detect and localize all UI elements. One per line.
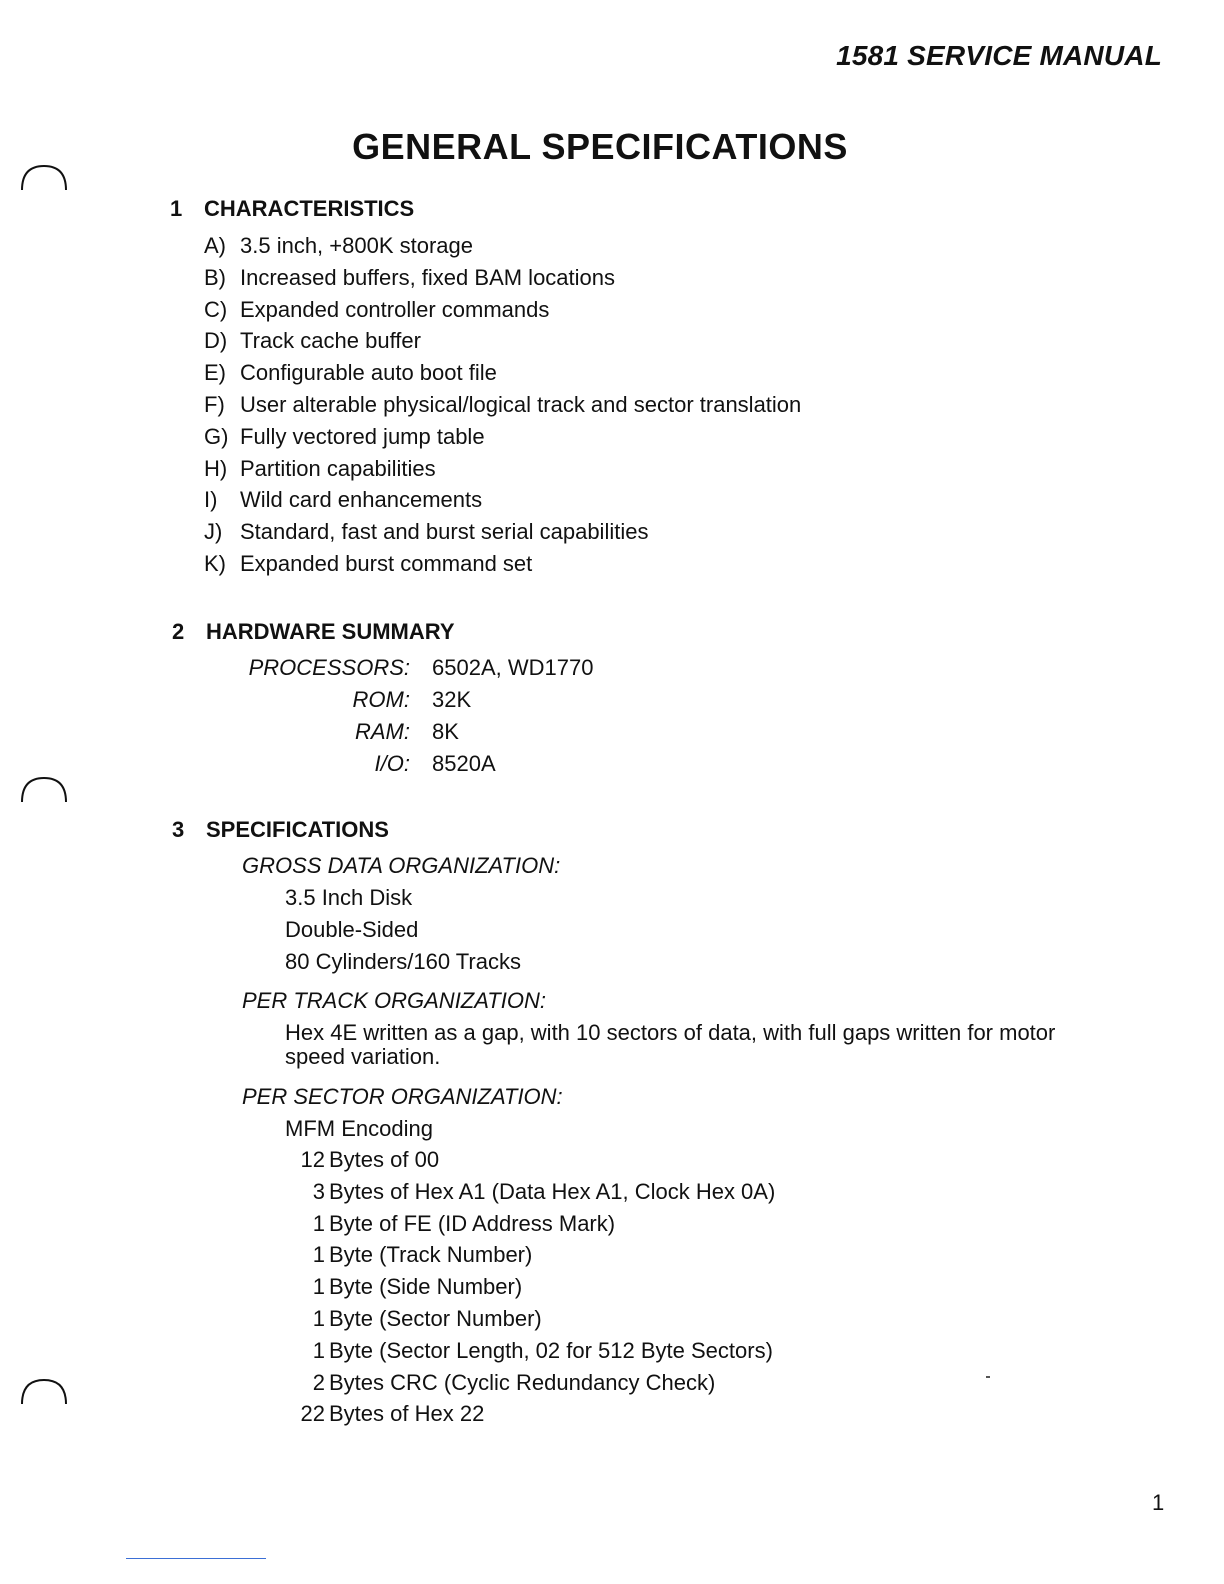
item-letter: J) xyxy=(204,519,223,545)
list-item xyxy=(204,357,801,389)
item-letter: E) xyxy=(204,360,226,386)
characteristics-list xyxy=(204,230,801,580)
byte-text: Bytes of Hex A1 (Data Hex A1, Clock Hex 0A) xyxy=(329,1178,776,1204)
list-item xyxy=(285,1271,775,1303)
section-number: 1 xyxy=(170,196,183,221)
item-letter: D) xyxy=(204,328,228,354)
hardware-value: 32K xyxy=(432,687,472,712)
byte-count: 3 xyxy=(312,1178,325,1204)
item-letter: C) xyxy=(204,296,228,322)
gross-line: Double-Sided xyxy=(285,917,419,942)
byte-count: 22 xyxy=(300,1401,325,1427)
item-text: 3.5 inch, +800K storage xyxy=(240,233,473,258)
byte-count: 12 xyxy=(300,1147,325,1172)
per-track-text: Hex 4E written as a gap, with 10 sectors of data, with full gaps written for motor speed variation. xyxy=(285,1020,1056,1069)
byte-count: 1 xyxy=(312,1274,325,1300)
byte-text: Bytes of 00 xyxy=(329,1147,440,1172)
byte-count: 1 xyxy=(312,1242,325,1268)
gross-line: 80 Cylinders/160 Tracks xyxy=(285,949,521,974)
item-text: User alterable physical/logical track and sector translation xyxy=(240,391,802,417)
section-number: 3 xyxy=(172,817,185,842)
manual-header: 1581 SERVICE MANUAL xyxy=(836,40,1162,71)
sector-bytes-list xyxy=(285,1144,775,1430)
item-letter: G) xyxy=(204,423,229,449)
encoding-line: MFM Encoding xyxy=(285,1116,433,1141)
hardware-label: I/O: xyxy=(374,751,410,776)
list-item xyxy=(204,230,801,262)
page-number: 1 xyxy=(1152,1490,1165,1515)
gross-data-heading: GROSS DATA ORGANIZATION: xyxy=(242,853,561,878)
table-row xyxy=(240,652,593,684)
item-text: Configurable auto boot file xyxy=(240,360,497,386)
hardware-label: RAM: xyxy=(355,719,410,744)
item-text: Expanded burst command set xyxy=(240,550,533,576)
per-track-heading: PER TRACK ORGANIZATION: xyxy=(242,988,546,1013)
item-text: Partition capabilities xyxy=(240,455,436,481)
table-row xyxy=(240,748,593,780)
list-item xyxy=(204,453,801,485)
table-row xyxy=(240,716,593,748)
page-title: GENERAL SPECIFICATIONS xyxy=(352,126,848,167)
list-item xyxy=(204,516,801,548)
section-characteristics-heading xyxy=(170,196,414,222)
list-item xyxy=(204,294,801,326)
list-item xyxy=(204,325,801,357)
list-item xyxy=(285,1144,775,1176)
punch-hole-mark xyxy=(18,1374,70,1408)
gross-line: 3.5 Inch Disk xyxy=(285,885,413,910)
byte-text: Bytes CRC (Cyclic Redundancy Check) xyxy=(329,1369,716,1395)
byte-count: 1 xyxy=(312,1337,325,1363)
byte-text: Byte of FE (ID Address Mark) xyxy=(329,1210,616,1236)
section-number: 2 xyxy=(172,619,185,644)
list-item xyxy=(285,1176,775,1208)
list-item xyxy=(285,1208,775,1240)
section-specifications-heading xyxy=(172,817,389,843)
item-text: Track cache buffer xyxy=(240,328,421,354)
section-hardware-heading xyxy=(172,619,455,645)
punch-hole-mark xyxy=(18,772,70,806)
list-item xyxy=(204,421,801,453)
item-text: Increased buffers, fixed BAM locations xyxy=(240,264,616,290)
byte-count: 1 xyxy=(312,1305,325,1331)
item-text: Expanded controller commands xyxy=(240,296,550,322)
footer-rule xyxy=(126,1558,266,1559)
per-sector-heading: PER SECTOR ORGANIZATION: xyxy=(242,1084,563,1109)
hardware-value: 8520A xyxy=(432,751,496,776)
punch-hole-mark xyxy=(18,160,70,194)
list-item xyxy=(204,262,801,294)
list-item xyxy=(285,1239,775,1271)
item-text: Wild card enhancements xyxy=(240,487,483,513)
item-letter: F) xyxy=(204,391,225,417)
list-item xyxy=(285,1335,775,1367)
table-row xyxy=(240,684,593,716)
list-item xyxy=(285,1398,775,1430)
byte-text: Bytes of Hex 22 xyxy=(329,1401,485,1427)
hardware-label: ROM: xyxy=(352,687,410,712)
section-title: CHARACTERISTICS xyxy=(204,196,415,221)
section-title: SPECIFICATIONS xyxy=(206,817,389,842)
byte-text: Byte (Sector Number) xyxy=(329,1305,542,1331)
list-item xyxy=(204,389,801,421)
list-item xyxy=(204,548,801,580)
item-letter: A) xyxy=(204,233,226,258)
byte-text: Byte (Track Number) xyxy=(329,1242,533,1268)
list-item xyxy=(285,1303,775,1335)
item-text: Standard, fast and burst serial capabilities xyxy=(240,519,649,545)
section-title: HARDWARE SUMMARY xyxy=(206,619,455,644)
scan-speck xyxy=(986,1376,990,1378)
byte-count: 2 xyxy=(312,1369,325,1395)
hardware-value: 8K xyxy=(432,719,459,744)
list-item xyxy=(204,484,801,516)
hardware-value: 6502A, WD1770 xyxy=(432,655,594,680)
list-item xyxy=(285,1367,775,1399)
item-text: Fully vectored jump table xyxy=(240,423,485,449)
byte-count: 1 xyxy=(312,1210,325,1236)
hardware-label: PROCESSORS: xyxy=(248,655,410,680)
byte-text: Byte (Sector Length, 02 for 512 Byte Sectors) xyxy=(329,1337,773,1363)
item-letter: I) xyxy=(204,487,218,513)
item-letter: K) xyxy=(204,550,226,576)
byte-text: Byte (Side Number) xyxy=(329,1274,523,1300)
hardware-summary-table xyxy=(240,652,593,780)
item-letter: H) xyxy=(204,455,228,481)
item-letter: B) xyxy=(204,264,226,290)
